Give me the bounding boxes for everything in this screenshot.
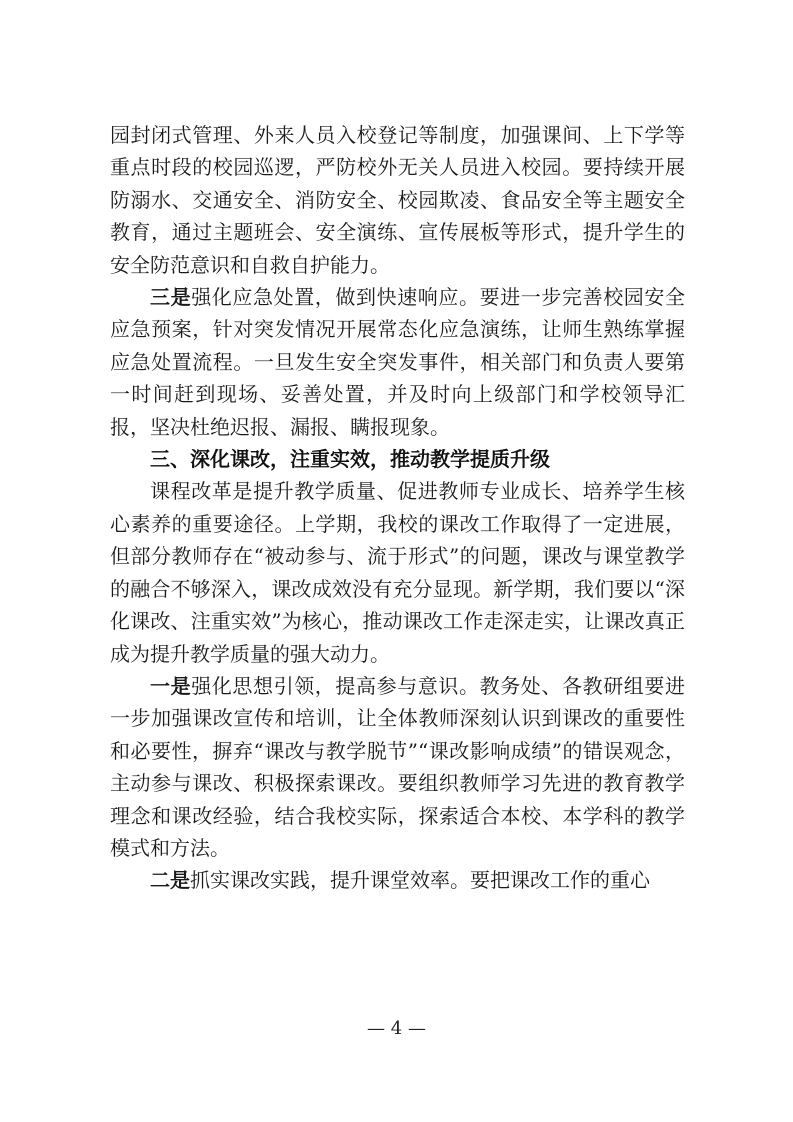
paragraph-text: 抓实课改实践，提升课堂效率。要把课改工作的重心	[190, 868, 650, 893]
document-body	[110, 119, 685, 897]
paragraph-text: 强化应急处置，做到快速响应。要进一步完善校园安全应急预案，针对突发情况开展常态化应急演练，让师生熟练掌握应急处置流程。一旦发生安全突发事件，相关部门和负责人要第一时间赶到现场、妥善处置，并及时向上级部门和学校领导汇报，坚决杜绝迟报、漏报、瞒报现象。	[110, 285, 686, 439]
paragraph-lead: 一是	[150, 673, 192, 698]
paragraph-ideological-guidance	[110, 670, 685, 864]
paragraph-lead: 三是	[150, 285, 192, 310]
page-number: — 4 —	[367, 1018, 426, 1039]
paragraph-reform-practice	[110, 864, 685, 896]
paragraph-curriculum-reform-intro: 课程改革是提升教学质量、促进教师专业成长、培养学生核心素养的重要途径。上学期，我校的课改工作取得了一定进展，但部分教师存在“被动参与、流于形式”的问题，课改与课堂教学的融合不够深入，课改成效没有充分显现。新学期，我们要以“深化课改、注重实效”为核心，推动课改工作走深走实，让课改真正成为提升教学质量的强大动力。	[110, 479, 685, 666]
paragraph-emergency-response	[110, 281, 685, 443]
paragraph-text: 强化思想引领，提高参与意识。教务处、各教研组要进一步加强课改宣传和培训，让全体教师深刻认识到课改的重要性和必要性，摒弃“课改与教学脱节”“课改影响成绩”的错误观念，主动参与课改、积极探索课改。要组织教师学习先进的教育教学理念和课改经验，结合我校实际，探索适合本校、本学科的教学模式和方法。	[110, 673, 686, 860]
paragraph-lead: 二是	[150, 868, 190, 893]
paragraph-campus-safety-continuation: 园封闭式管理、外来人员入校登记等制度，加强课间、上下学等重点时段的校园巡逻，严防校外无关人员进入校园。要持续开展防溺水、交通安全、消防安全、校园欺凌、食品安全等主题安全教育，通过主题班会、安全演练、宣传展板等形式，提升学生的安全防范意识和自救自护能力。	[110, 123, 685, 277]
section-heading-curriculum-reform: 三、深化课改，注重实效，推动教学提质升级	[150, 447, 550, 472]
